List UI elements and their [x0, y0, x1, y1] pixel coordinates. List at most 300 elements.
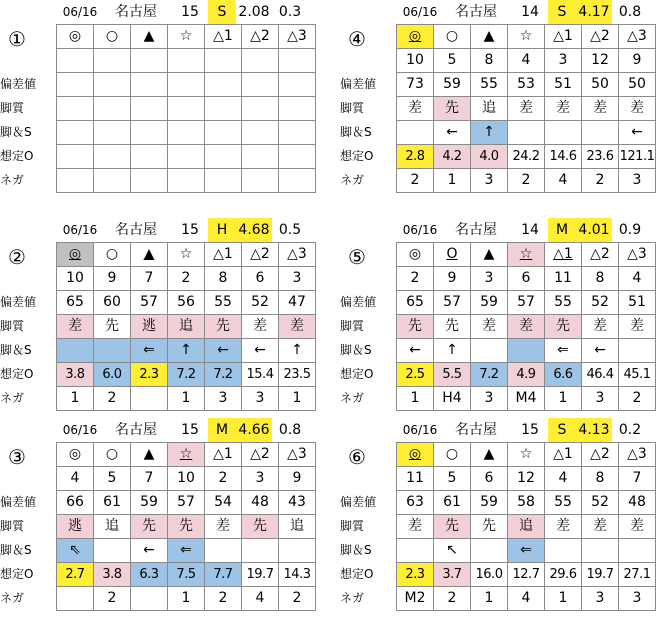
race-panel — [0, 0, 320, 200]
cell: 追 — [279, 515, 316, 539]
cell: 2 — [94, 387, 131, 411]
cell — [242, 121, 279, 145]
cell: 1 — [57, 387, 94, 411]
row-negative — [397, 387, 656, 411]
row-leg-speed — [397, 539, 656, 563]
cell: 10 — [168, 467, 205, 491]
cell: 3 — [471, 387, 508, 411]
cell: △1 — [545, 25, 582, 49]
cell: 3 — [205, 387, 242, 411]
row-label: 想定O — [340, 567, 374, 581]
header-value: 4.66 — [236, 418, 272, 442]
cell — [471, 339, 508, 363]
cell: 4.9 — [508, 363, 545, 387]
cell: 66 — [57, 491, 94, 515]
cell: 3 — [279, 267, 316, 291]
cell: △2 — [582, 25, 619, 49]
row-label: 偏差値 — [0, 495, 37, 509]
cell — [582, 121, 619, 145]
cell: 54 — [205, 491, 242, 515]
cell — [131, 121, 168, 145]
cell: ← — [582, 339, 619, 363]
cell — [279, 539, 316, 563]
cell: 12 — [582, 49, 619, 73]
header-date: 06/16 — [402, 423, 438, 437]
race-panel — [340, 218, 660, 418]
row-deviation — [397, 73, 656, 97]
cell: 5 — [94, 467, 131, 491]
cell: 先 — [434, 315, 471, 339]
row-label: 脚質 — [340, 101, 365, 115]
header-date: 06/16 — [62, 5, 98, 19]
cell: 4 — [619, 267, 656, 291]
row-horse-numbers — [57, 467, 316, 491]
header-extra: 0.5 — [278, 222, 302, 238]
cell — [205, 145, 242, 169]
cell: ⇐ — [131, 339, 168, 363]
cell — [94, 339, 131, 363]
row-negative — [57, 387, 316, 411]
prediction-table — [396, 442, 656, 611]
prediction-table — [56, 24, 316, 193]
row-marks — [397, 243, 656, 267]
row-running-style — [57, 97, 316, 121]
cell: 先 — [205, 315, 242, 339]
race-panel — [0, 418, 320, 618]
cell — [168, 121, 205, 145]
cell: 2.7 — [57, 563, 94, 587]
cell: ○ — [434, 443, 471, 467]
cell: 7.2 — [168, 363, 205, 387]
cell: 53 — [508, 73, 545, 97]
cell — [94, 121, 131, 145]
cell — [57, 73, 94, 97]
cell: 8 — [205, 267, 242, 291]
cell: ← — [242, 339, 279, 363]
header-count: 15 — [181, 4, 199, 20]
row-running-style — [57, 315, 316, 339]
cell: ← — [205, 339, 242, 363]
cell: 2.8 — [397, 145, 434, 169]
cell — [242, 169, 279, 193]
cell — [131, 387, 168, 411]
cell: 9 — [434, 267, 471, 291]
cell: 差 — [619, 515, 656, 539]
cell: 8 — [582, 267, 619, 291]
cell: 逃 — [131, 315, 168, 339]
cell: 55 — [545, 491, 582, 515]
cell: 60 — [94, 291, 131, 315]
cell — [57, 49, 94, 73]
row-label: 脚＆S — [340, 343, 372, 357]
race-panel — [0, 218, 320, 418]
cell: 2.3 — [131, 363, 168, 387]
cell — [279, 121, 316, 145]
cell: 59 — [471, 491, 508, 515]
cell — [242, 73, 279, 97]
cell: 3 — [619, 169, 656, 193]
cell: 51 — [545, 73, 582, 97]
cell: ← — [397, 339, 434, 363]
cell — [205, 49, 242, 73]
row-label: 偏差値 — [0, 77, 37, 91]
cell: 14.6 — [545, 145, 582, 169]
cell: 7.5 — [168, 563, 205, 587]
row-label: 想定O — [340, 149, 374, 163]
cell: 3.8 — [94, 563, 131, 587]
cell: 3 — [242, 387, 279, 411]
cell: 12 — [508, 467, 545, 491]
cell: 差 — [545, 515, 582, 539]
cell: 2 — [397, 169, 434, 193]
header-grade: S — [208, 0, 236, 24]
cell: 7.2 — [205, 363, 242, 387]
cell — [279, 169, 316, 193]
header-count: 14 — [521, 4, 539, 20]
row-label: 想定O — [340, 367, 374, 381]
cell: ◎ — [57, 243, 94, 267]
cell — [57, 587, 94, 611]
row-expected-odds — [397, 563, 656, 587]
cell: 2.5 — [397, 363, 434, 387]
cell — [94, 539, 131, 563]
cell — [508, 121, 545, 145]
cell: 1 — [168, 387, 205, 411]
cell: 1 — [168, 587, 205, 611]
cell: 9 — [94, 267, 131, 291]
cell — [619, 339, 656, 363]
cell: O — [434, 243, 471, 267]
row-label: 脚質 — [0, 519, 25, 533]
row-marks — [57, 25, 316, 49]
cell: ← — [619, 121, 656, 145]
cell — [397, 121, 434, 145]
cell — [279, 73, 316, 97]
cell — [94, 97, 131, 121]
row-label: 想定O — [0, 367, 34, 381]
cell: 先 — [471, 515, 508, 539]
cell: 55 — [545, 291, 582, 315]
cell: 27.1 — [619, 563, 656, 587]
cell: 差 — [582, 97, 619, 121]
row-label: ネガ — [0, 173, 25, 187]
cell: 追 — [508, 515, 545, 539]
cell: 52 — [242, 291, 279, 315]
row-label: 偏差値 — [340, 495, 377, 509]
header-venue: 名古屋 — [455, 222, 497, 238]
cell: ☆ — [168, 25, 205, 49]
cell: 43 — [279, 491, 316, 515]
cell: ⇐ — [508, 539, 545, 563]
cell: △3 — [619, 443, 656, 467]
cell — [94, 73, 131, 97]
cell: 8 — [471, 49, 508, 73]
row-deviation — [397, 291, 656, 315]
row-deviation — [57, 73, 316, 97]
row-marks — [57, 443, 316, 467]
cell: 11 — [545, 267, 582, 291]
cell — [131, 73, 168, 97]
cell: 50 — [582, 73, 619, 97]
cell — [397, 539, 434, 563]
cell: 差 — [471, 315, 508, 339]
row-label: 偏差値 — [340, 295, 377, 309]
cell: ⇖ — [57, 539, 94, 563]
cell: 7 — [619, 467, 656, 491]
cell: △1 — [205, 443, 242, 467]
cell — [242, 97, 279, 121]
cell: 追 — [94, 515, 131, 539]
cell: 2 — [508, 169, 545, 193]
cell: 19.7 — [242, 563, 279, 587]
header-value: 4.13 — [576, 418, 612, 442]
row-label: ネガ — [0, 391, 25, 405]
row-label: 脚＆S — [340, 125, 372, 139]
row-deviation — [57, 291, 316, 315]
cell — [131, 169, 168, 193]
cell: 52 — [582, 291, 619, 315]
header-extra: 0.8 — [618, 4, 642, 20]
cell — [205, 97, 242, 121]
row-marks — [57, 243, 316, 267]
cell: ▲ — [131, 25, 168, 49]
cell: 差 — [582, 515, 619, 539]
header-count: 14 — [521, 222, 539, 238]
cell — [279, 49, 316, 73]
header-value: 2.08 — [238, 4, 270, 20]
row-running-style — [397, 315, 656, 339]
cell: 7.2 — [471, 363, 508, 387]
row-leg-speed — [57, 339, 316, 363]
cell — [205, 169, 242, 193]
cell: 2 — [397, 267, 434, 291]
cell: 12.7 — [508, 563, 545, 587]
header-grade: M — [548, 218, 576, 242]
cell: 2 — [168, 267, 205, 291]
cell: ⇐ — [168, 539, 205, 563]
row-marks — [397, 443, 656, 467]
cell: 8 — [582, 467, 619, 491]
race-panel — [340, 0, 660, 200]
row-label: 想定O — [0, 149, 34, 163]
header-extra: 0.2 — [618, 422, 642, 438]
cell: 4 — [508, 587, 545, 611]
cell: ○ — [94, 25, 131, 49]
cell: 先 — [434, 515, 471, 539]
cell: 57 — [434, 291, 471, 315]
cell: ○ — [94, 443, 131, 467]
cell: 23.6 — [582, 145, 619, 169]
cell: 3 — [471, 169, 508, 193]
cell — [94, 49, 131, 73]
cell: 19.7 — [582, 563, 619, 587]
cell: 6.3 — [131, 563, 168, 587]
cell: 16.0 — [471, 563, 508, 587]
cell: 7 — [131, 467, 168, 491]
row-running-style — [397, 515, 656, 539]
cell — [57, 121, 94, 145]
row-horse-numbers — [57, 267, 316, 291]
cell: 先 — [94, 315, 131, 339]
header-date: 06/16 — [62, 223, 98, 237]
cell — [205, 73, 242, 97]
cell: 2 — [434, 587, 471, 611]
cell: 73 — [397, 73, 434, 97]
cell: 差 — [508, 315, 545, 339]
cell — [545, 539, 582, 563]
cell: 15.4 — [242, 363, 279, 387]
cell: 65 — [397, 291, 434, 315]
header-venue: 名古屋 — [115, 422, 157, 438]
cell: M4 — [508, 387, 545, 411]
cell — [57, 169, 94, 193]
cell — [168, 145, 205, 169]
header-extra: 0.9 — [618, 222, 642, 238]
header-value: 4.01 — [576, 218, 612, 242]
cell: 2 — [619, 387, 656, 411]
cell: 3.8 — [57, 363, 94, 387]
cell: 56 — [168, 291, 205, 315]
cell — [168, 169, 205, 193]
cell: ◎ — [397, 25, 434, 49]
cell: ↑ — [168, 339, 205, 363]
row-expected-odds — [57, 363, 316, 387]
cell: 7 — [131, 267, 168, 291]
cell: △1 — [205, 243, 242, 267]
cell: ▲ — [471, 243, 508, 267]
cell: ▲ — [131, 243, 168, 267]
cell: 差 — [508, 97, 545, 121]
row-label: ネガ — [340, 591, 365, 605]
cell: ☆ — [508, 443, 545, 467]
cell: 先 — [131, 515, 168, 539]
cell: 4 — [508, 49, 545, 73]
cell: △3 — [279, 443, 316, 467]
cell: 2 — [582, 169, 619, 193]
cell: 逃 — [57, 515, 94, 539]
header-grade: S — [548, 418, 576, 442]
header-venue: 名古屋 — [455, 422, 497, 438]
cell: 3 — [545, 49, 582, 73]
cell: 3 — [619, 587, 656, 611]
cell: 追 — [471, 97, 508, 121]
cell: 1 — [545, 387, 582, 411]
cell: 差 — [242, 315, 279, 339]
header-extra: 0.8 — [278, 422, 302, 438]
cell: 59 — [471, 291, 508, 315]
cell: 追 — [168, 315, 205, 339]
cell — [57, 339, 94, 363]
race-panel — [340, 418, 660, 618]
cell: ◎ — [57, 443, 94, 467]
cell: 14.3 — [279, 563, 316, 587]
cell: 58 — [508, 491, 545, 515]
cell: 45.1 — [619, 363, 656, 387]
cell: 65 — [57, 291, 94, 315]
cell: △3 — [619, 25, 656, 49]
row-label: ネガ — [340, 173, 365, 187]
header-value: 4.17 — [576, 0, 612, 24]
cell — [168, 73, 205, 97]
cell — [131, 587, 168, 611]
cell: ☆ — [168, 443, 205, 467]
row-label: 脚質 — [0, 319, 25, 333]
header-date: 06/16 — [402, 5, 438, 19]
cell: 差 — [619, 97, 656, 121]
cell: ▲ — [471, 443, 508, 467]
cell: 63 — [397, 491, 434, 515]
cell: 2 — [205, 467, 242, 491]
header-count: 15 — [521, 422, 539, 438]
row-label: ネガ — [0, 591, 25, 605]
header-grade: M — [208, 418, 236, 442]
header-value: 4.68 — [236, 218, 272, 242]
row-negative — [57, 169, 316, 193]
cell: 47 — [279, 291, 316, 315]
header-count: 15 — [181, 222, 199, 238]
cell: 5 — [434, 49, 471, 73]
cell: ↖ — [434, 539, 471, 563]
header-date: 06/16 — [62, 423, 98, 437]
row-marks — [397, 25, 656, 49]
cell: △2 — [582, 443, 619, 467]
race-number: ⑥ — [348, 445, 366, 469]
cell: 3 — [582, 387, 619, 411]
cell — [545, 121, 582, 145]
cell — [94, 145, 131, 169]
prediction-table — [396, 24, 656, 193]
row-label: 脚＆S — [0, 125, 32, 139]
cell: 6 — [242, 267, 279, 291]
row-negative — [397, 587, 656, 611]
cell: 1 — [397, 387, 434, 411]
row-leg-speed — [397, 121, 656, 145]
cell: 6.0 — [94, 363, 131, 387]
cell: 48 — [242, 491, 279, 515]
cell: 55 — [471, 73, 508, 97]
cell: 1 — [471, 587, 508, 611]
cell: ○ — [434, 25, 471, 49]
row-running-style — [57, 515, 316, 539]
cell: △2 — [242, 25, 279, 49]
cell — [131, 145, 168, 169]
cell — [619, 539, 656, 563]
cell: 48 — [619, 491, 656, 515]
row-label: 脚＆S — [0, 343, 32, 357]
cell: ▲ — [131, 443, 168, 467]
cell: ◎ — [57, 25, 94, 49]
cell: △3 — [619, 243, 656, 267]
cell: 先 — [397, 315, 434, 339]
cell: 10 — [57, 267, 94, 291]
prediction-table — [56, 442, 316, 611]
row-negative — [397, 169, 656, 193]
row-expected-odds — [57, 145, 316, 169]
prediction-table — [396, 242, 656, 411]
cell: 61 — [94, 491, 131, 515]
cell: ↑ — [471, 121, 508, 145]
cell: 4 — [57, 467, 94, 491]
row-horse-numbers — [397, 467, 656, 491]
cell: ▲ — [471, 25, 508, 49]
cell: 23.5 — [279, 363, 316, 387]
cell: ↑ — [434, 339, 471, 363]
row-label: ネガ — [340, 391, 365, 405]
header-count: 15 — [181, 422, 199, 438]
header-date: 06/16 — [402, 223, 438, 237]
cell: 3 — [582, 587, 619, 611]
cell: 4 — [545, 169, 582, 193]
